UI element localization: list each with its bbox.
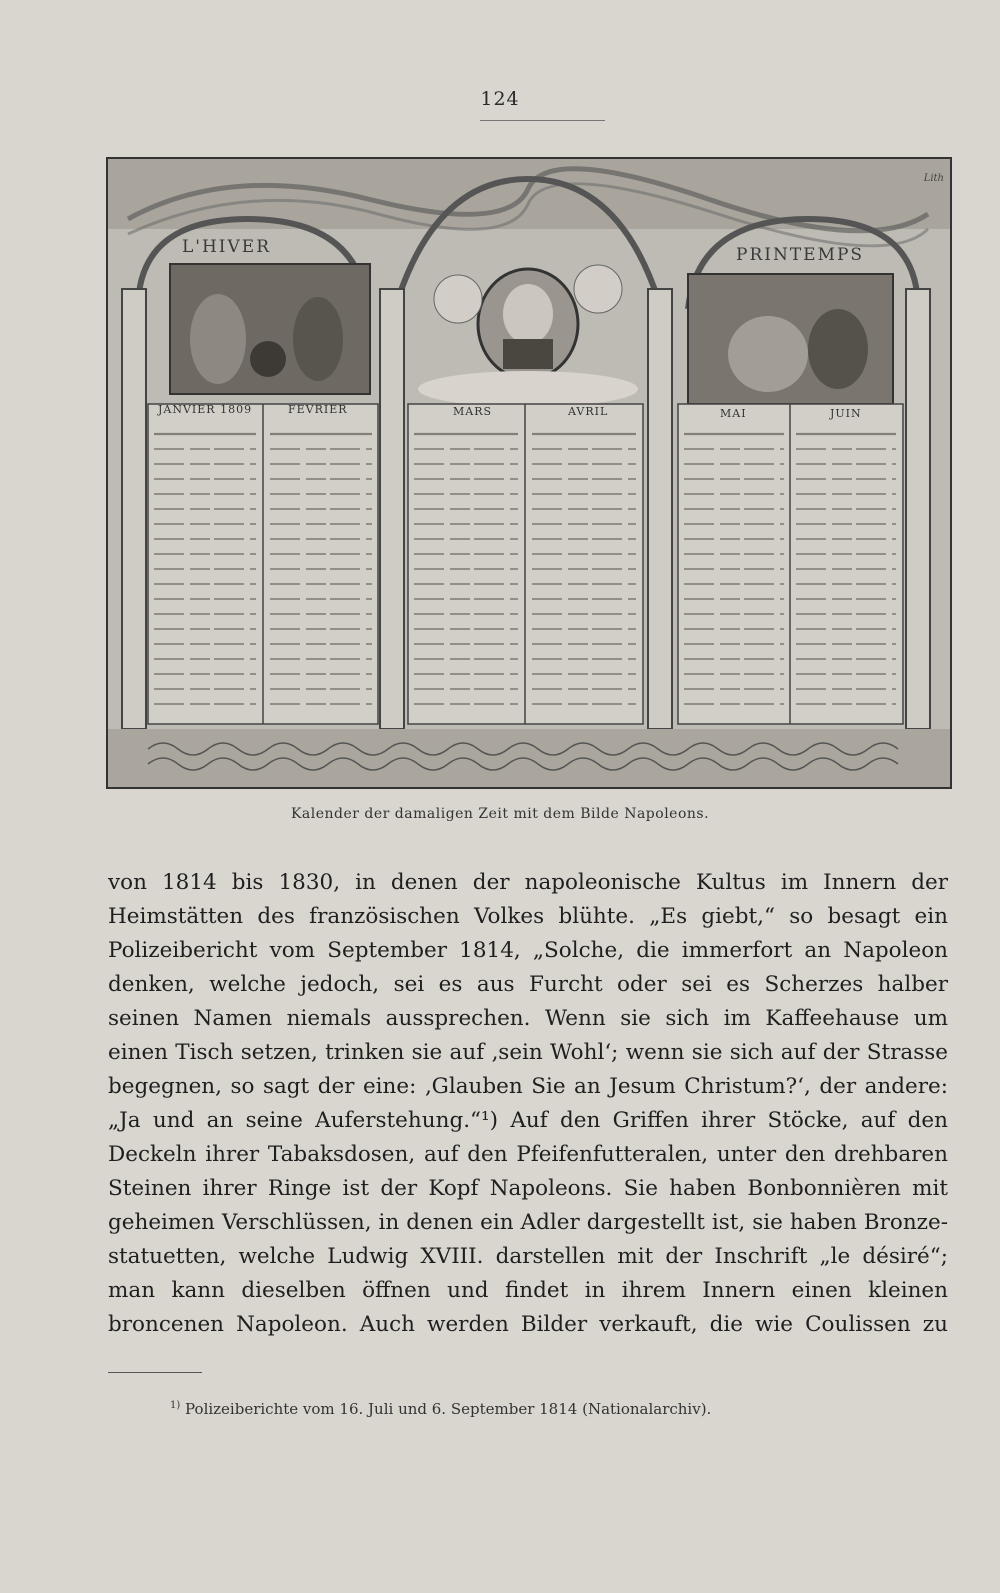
text-line: statuetten, welche Ludwig XVIII. darstellen mit der Inschrift „le désiré“;: [108, 1244, 948, 1269]
text-line: denken, welche jedoch, sei es aus Furcht oder sei es Scherzes halber: [108, 972, 948, 997]
text-line: von 1814 bis 1830, in denen der napoleonische Kultus im Innern der: [108, 870, 948, 895]
text-line: Heimstätten des französischen Volkes blühte. „Es giebt,“ so besagt ein: [108, 904, 948, 929]
month-label: AVRIL: [568, 405, 609, 418]
text-line: broncenen Napoleon. Auch werden Bilder verkauft, die wie Coulissen zu: [108, 1312, 948, 1337]
text-line: man kann dieselben öffnen und findet in ihrem Innern einen kleinen: [108, 1278, 948, 1303]
month-label: MAI: [720, 407, 747, 420]
month-label: MARS: [453, 405, 493, 418]
text-line: Steinen ihrer Ringe ist der Kopf Napoleons. Sie haben Bonbonnièren mit: [108, 1176, 948, 1201]
banner-spring: PRINTEMPS: [736, 245, 865, 265]
body-paragraph: [108, 866, 948, 1342]
month-label: FEVRIER: [288, 403, 348, 416]
month-label: JUIN: [830, 407, 862, 420]
text-line: geheimen Verschlüssen, in denen ein Adler dargestellt ist, sie haben Bronze-: [108, 1210, 948, 1235]
month-label: JANVIER 1809: [158, 403, 253, 416]
footnote-text: Polizeiberichte vom 16. Juli und 6. September 1814 (Nationalarchiv).: [185, 1400, 712, 1418]
calendar-illustration: [106, 157, 952, 789]
text-line: „Ja und an seine Auferstehung.“¹) Auf den Griffen ihrer Stöcke, auf den: [108, 1108, 948, 1133]
lithographer-mark: Lith: [923, 173, 944, 184]
page-number: 124: [480, 88, 520, 110]
banner-winter: L'HIVER: [182, 237, 271, 257]
figure-caption: Kalender der damaligen Zeit mit dem Bilde Napoleons.: [290, 806, 710, 822]
text-line: begegnen, so sagt der eine: ‚Glauben Sie an Jesum Christum?‘, der andere:: [108, 1074, 948, 1099]
page-number-rule: [480, 120, 605, 121]
footnote-marker: 1): [170, 1400, 181, 1411]
text-line: Deckeln ihrer Tabaksdosen, auf den Pfeifenfutteralen, unter den drehbaren: [108, 1142, 948, 1167]
footnote-rule: [108, 1372, 202, 1373]
text-line: einen Tisch setzen, trinken sie auf ‚sein Wohl‘; wenn sie sich auf der Strasse: [108, 1040, 948, 1065]
text-line: Polizeibericht vom September 1814, „Solche, die immerfort an Napoleon: [108, 938, 948, 963]
text-line: seinen Namen niemals aussprechen. Wenn sie sich im Kaffeehause um: [108, 1006, 948, 1031]
footnote: [170, 1400, 711, 1418]
